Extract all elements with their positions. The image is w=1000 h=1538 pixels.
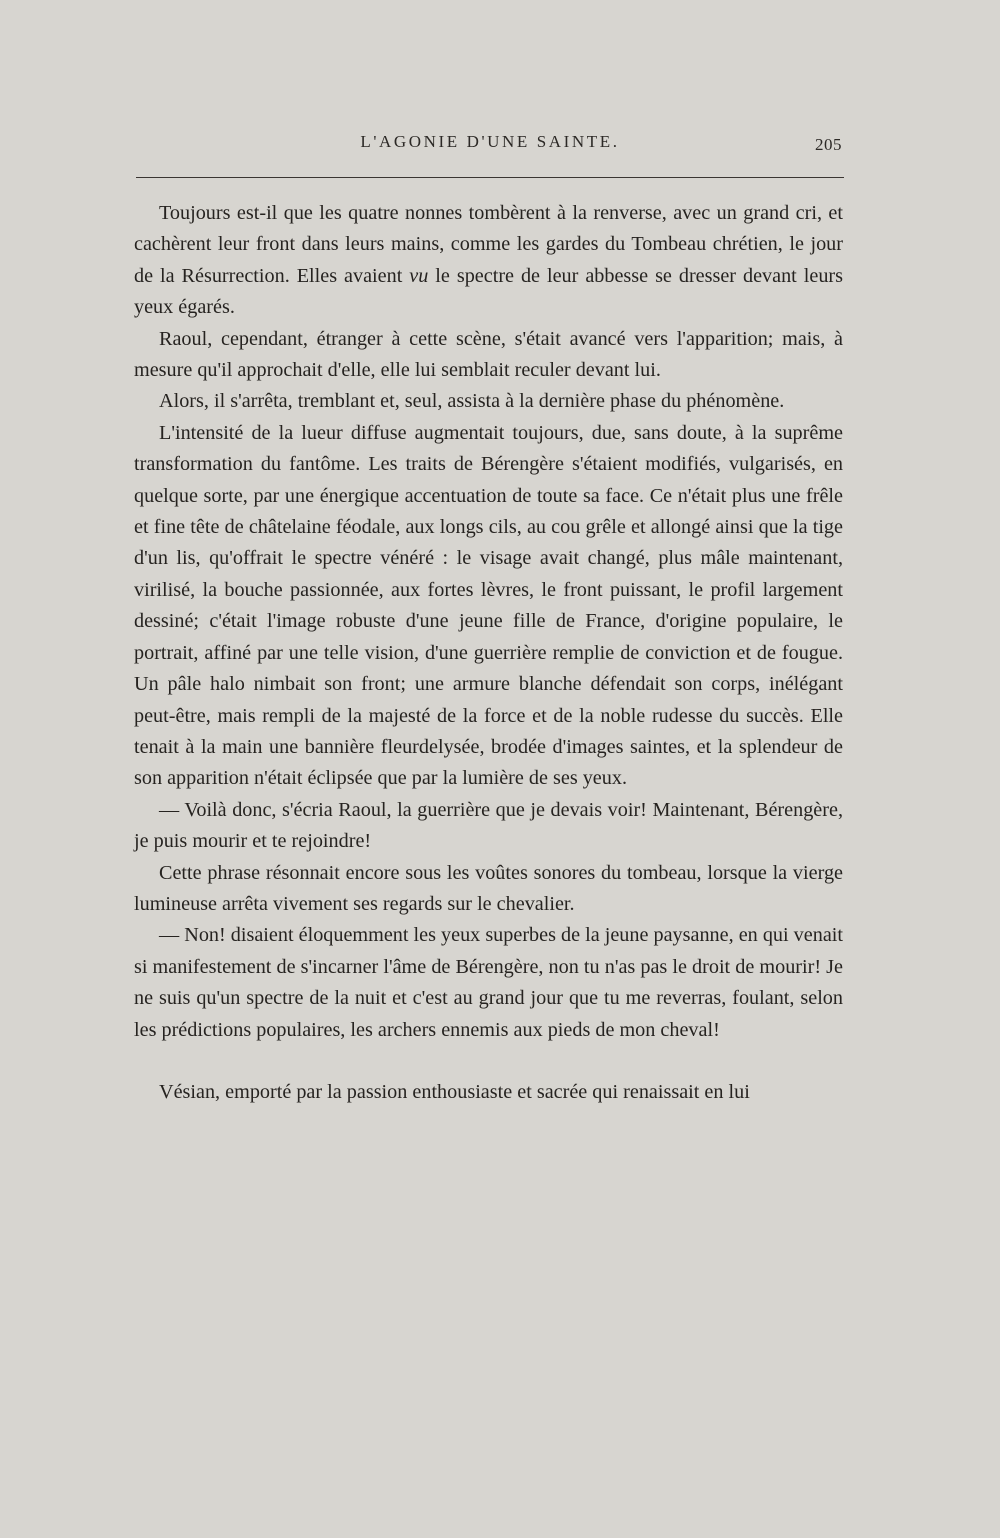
paragraph-6: Cette phrase résonnait encore sous les voûtes sonores du tombeau, lorsque la vierge lumineuse arrêta vivement ses regards sur le chevalier. bbox=[134, 861, 843, 915]
running-title: L'AGONIE D'UNE SAINTE. bbox=[360, 132, 620, 151]
paragraph-3: Alors, il s'arrêta, tremblant et, seul, assista à la dernière phase du phénomène. bbox=[159, 390, 785, 413]
paragraph-1 bbox=[134, 198, 843, 324]
running-head bbox=[136, 128, 844, 162]
paragraph-1-start: Toujours est-il que les quatre nonnes tombèrent à la renverse, avec un grand cri, et cachèrent leur front dans leurs mains, comme les gardes du Tombeau chrétien, le jour de la Résurrection. Elles avaient bbox=[134, 202, 843, 287]
header-rule bbox=[136, 177, 844, 178]
paragraph-4: L'intensité de la lueur diffuse augmentait toujours, due, sans doute, à la suprême transformation du fantôme. Les traits de Bérengère s'étaient modifiés, vulgarisés, en quelque sorte, par une énergique accentuation de toute sa face. Ce n'était plus une frêle et fine tête de châtelaine féodale, aux longs cils, au cou grêle et allongé ainsi que la tige d'un lis, qu'offrait le spectre vénéré : le visage avait changé, plus mâle maintenant, virilisé, la bouche passionnée, aux fortes lèvres, le front puissant, le profil largement dessiné; c'était l'image robuste d'une jeune fille de France, d'origine populaire, le portrait, affiné par une telle vision, d'une guerrière remplie de conviction et de fougue. Un pâle halo nimbait son front; une armure blanche défendait son corps, inélégant peut-être, mais rempli de la majesté de la force et de la noble rudesse du succès. Elle tenait à la main une bannière fleurdelysée, brodée d'images saintes, et la splendeur de son apparition n'était éclipsée que par la lumière de ses yeux. bbox=[134, 421, 843, 790]
paragraph-1-end: le spectre de leur abbesse se dresser devant leurs yeux égarés. bbox=[134, 264, 843, 319]
paragraph-7: — Non! disaient éloquemment les yeux superbes de la jeune paysanne, en qui venait si manifestement de s'incarner l'âme de Bérengère, non tu n'as pas le droit de mourir! Je ne suis qu'un spectre de la nuit et c'est au grand jour que tu me reverras, foulant, selon les prédictions populaires, les archers ennemis aux pieds de mon cheval! bbox=[134, 924, 843, 1041]
body-text bbox=[134, 198, 843, 1108]
paragraph-5: — Voilà donc, s'écria Raoul, la guerrière que je devais voir! Maintenant, Bérengère, je puis mourir et te rejoindre! bbox=[134, 798, 843, 853]
italic-word: vu bbox=[409, 264, 429, 287]
paragraph-2: Raoul, cependant, étranger à cette scène, s'était avancé vers l'apparition; mais, à mesure qu'il approchait d'elle, elle lui semblait reculer devant lui. bbox=[134, 327, 843, 382]
page-number: 205 bbox=[815, 135, 842, 154]
paragraph-8: Vésian, emporté par la passion enthousiaste et sacrée qui renaissait en lui bbox=[159, 1080, 750, 1103]
